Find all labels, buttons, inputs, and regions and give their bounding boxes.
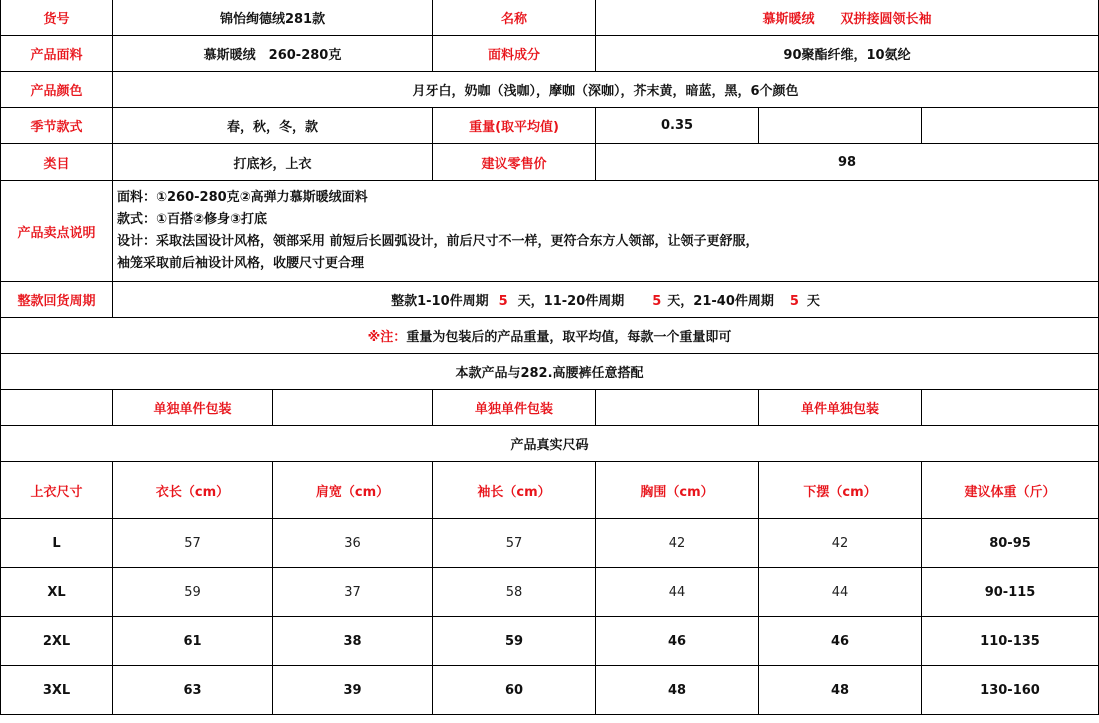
selling-label: 产品卖点说明 — [1, 181, 113, 282]
size-cell: 38 — [273, 617, 433, 666]
size-row — [1, 666, 1099, 715]
empty-cell — [922, 108, 1099, 144]
size-cell: 46 — [759, 617, 922, 666]
size-cell: 46 — [596, 617, 759, 666]
size-cell: 110-135 — [922, 617, 1099, 666]
size-header: 上衣尺寸 — [1, 462, 113, 519]
size-cell: 36 — [273, 519, 433, 568]
size-cell: 58 — [433, 568, 596, 617]
size-cell: 90-115 — [922, 568, 1099, 617]
row-selling-points — [1, 181, 1099, 282]
size-row — [1, 568, 1099, 617]
price-label: 建议零售价 — [433, 144, 596, 181]
category-label: 类目 — [1, 144, 113, 181]
size-cell: 48 — [596, 666, 759, 715]
size-cell: L — [1, 519, 113, 568]
packaging-label: 单件单独包装 — [759, 390, 922, 426]
colors-value: 月牙白，奶咖（浅咖），摩咖（深咖），芥末黄，暗蓝，黑，6个颜色 — [113, 72, 1099, 108]
size-cell: 80-95 — [922, 519, 1099, 568]
price-value: 98 — [596, 144, 1099, 181]
season-value: 春，秋，冬，款 — [113, 108, 433, 144]
empty-cell — [596, 390, 759, 426]
selling-line: 面料：①260-280克②高弹力慕斯暖绒面料 — [117, 190, 368, 205]
weight-label: 重量(取平均值) — [433, 108, 596, 144]
size-header-row — [1, 462, 1099, 519]
size-cell: 63 — [113, 666, 273, 715]
size-cell: 37 — [273, 568, 433, 617]
row-fabric — [1, 36, 1099, 72]
category-value: 打底衫，上衣 — [113, 144, 433, 181]
size-title: 产品真实尺码 — [1, 426, 1099, 462]
row-packaging — [1, 390, 1099, 426]
composition-label: 面料成分 — [433, 36, 596, 72]
row-match — [1, 354, 1099, 390]
size-cell: 3XL — [1, 666, 113, 715]
fabric-value: 慕斯暖绒 260-280克 — [113, 36, 433, 72]
fabric-label: 产品面料 — [1, 36, 113, 72]
size-header: 建议体重（斤） — [922, 462, 1099, 519]
match-note: 本款产品与282.高腰裤任意搭配 — [1, 354, 1099, 390]
row-season — [1, 108, 1099, 144]
row-restock — [1, 282, 1099, 318]
size-cell: 61 — [113, 617, 273, 666]
size-cell: 2XL — [1, 617, 113, 666]
restock-text: 整款1-10件周期 — [391, 294, 489, 309]
selling-line: 款式：①百搭②修身③打底 — [117, 212, 268, 227]
size-cell: 60 — [433, 666, 596, 715]
size-row — [1, 617, 1099, 666]
selling-line: 袖笼采取前后袖设计风格，收腰尺寸更合理 — [117, 256, 365, 271]
row-category — [1, 144, 1099, 181]
note-text-display: 重量为包装后的产品重量，取平均值，每款一个重量即可 — [406, 330, 732, 345]
restock-text: 天 — [806, 294, 820, 309]
size-cell: 57 — [113, 519, 273, 568]
size-cell: 42 — [759, 519, 922, 568]
size-cell: 59 — [433, 617, 596, 666]
weight-value: 0.35 — [596, 108, 759, 144]
empty-cell — [273, 390, 433, 426]
size-cell: 39 — [273, 666, 433, 715]
restock-value — [113, 282, 1099, 318]
size-header: 袖长（cm） — [433, 462, 596, 519]
packaging-label: 单独单件包装 — [113, 390, 273, 426]
size-header: 胸围（cm） — [596, 462, 759, 519]
restock-days: 5 — [789, 294, 799, 309]
size-cell: 44 — [759, 568, 922, 617]
restock-label: 整款回货周期 — [1, 282, 113, 318]
size-row — [1, 519, 1099, 568]
size-cell: 44 — [596, 568, 759, 617]
restock-text: 天，11-20件周期 — [517, 294, 625, 309]
empty-cell — [922, 390, 1099, 426]
item-no-value: 锦怡绚德绒281款 — [113, 0, 433, 36]
row-size-title — [1, 426, 1099, 462]
row-colors — [1, 72, 1099, 108]
selling-line: 设计：采取法国设计风格，领部采用 前短后长圆弧设计，前后尺寸不一样，更符合东方人领部，让领子更舒服， — [117, 234, 759, 249]
size-header: 衣长（cm） — [113, 462, 273, 519]
item-no-label: 货号 — [1, 0, 113, 36]
size-cell: XL — [1, 568, 113, 617]
size-header: 下摆（cm） — [759, 462, 922, 519]
size-cell: 130-160 — [922, 666, 1099, 715]
size-cell: 59 — [113, 568, 273, 617]
selling-description — [113, 181, 1099, 282]
size-cell: 48 — [759, 666, 922, 715]
season-label: 季节款式 — [1, 108, 113, 144]
size-cell: 42 — [596, 519, 759, 568]
restock-days: 5 — [498, 294, 508, 309]
composition-value: 90聚酯纤维，10氨纶 — [596, 36, 1099, 72]
restock-text: 天，21-40件周期 — [667, 294, 774, 309]
packaging-label: 单独单件包装 — [433, 390, 596, 426]
row-note — [1, 318, 1099, 354]
name-label: 名称 — [433, 0, 596, 36]
weight-note: ※注：重量为包装后的产品重量，取平均值，每款一个重量即可 — [1, 318, 1099, 354]
size-cell: 57 — [433, 519, 596, 568]
size-header: 肩宽（cm） — [273, 462, 433, 519]
colors-label: 产品颜色 — [1, 72, 113, 108]
restock-days: 5 — [652, 294, 662, 309]
row-item-no — [1, 0, 1099, 36]
empty-cell — [759, 108, 922, 144]
name-value: 慕斯暖绒 双拼接圆领长袖 — [596, 0, 1099, 36]
empty-cell — [1, 390, 113, 426]
